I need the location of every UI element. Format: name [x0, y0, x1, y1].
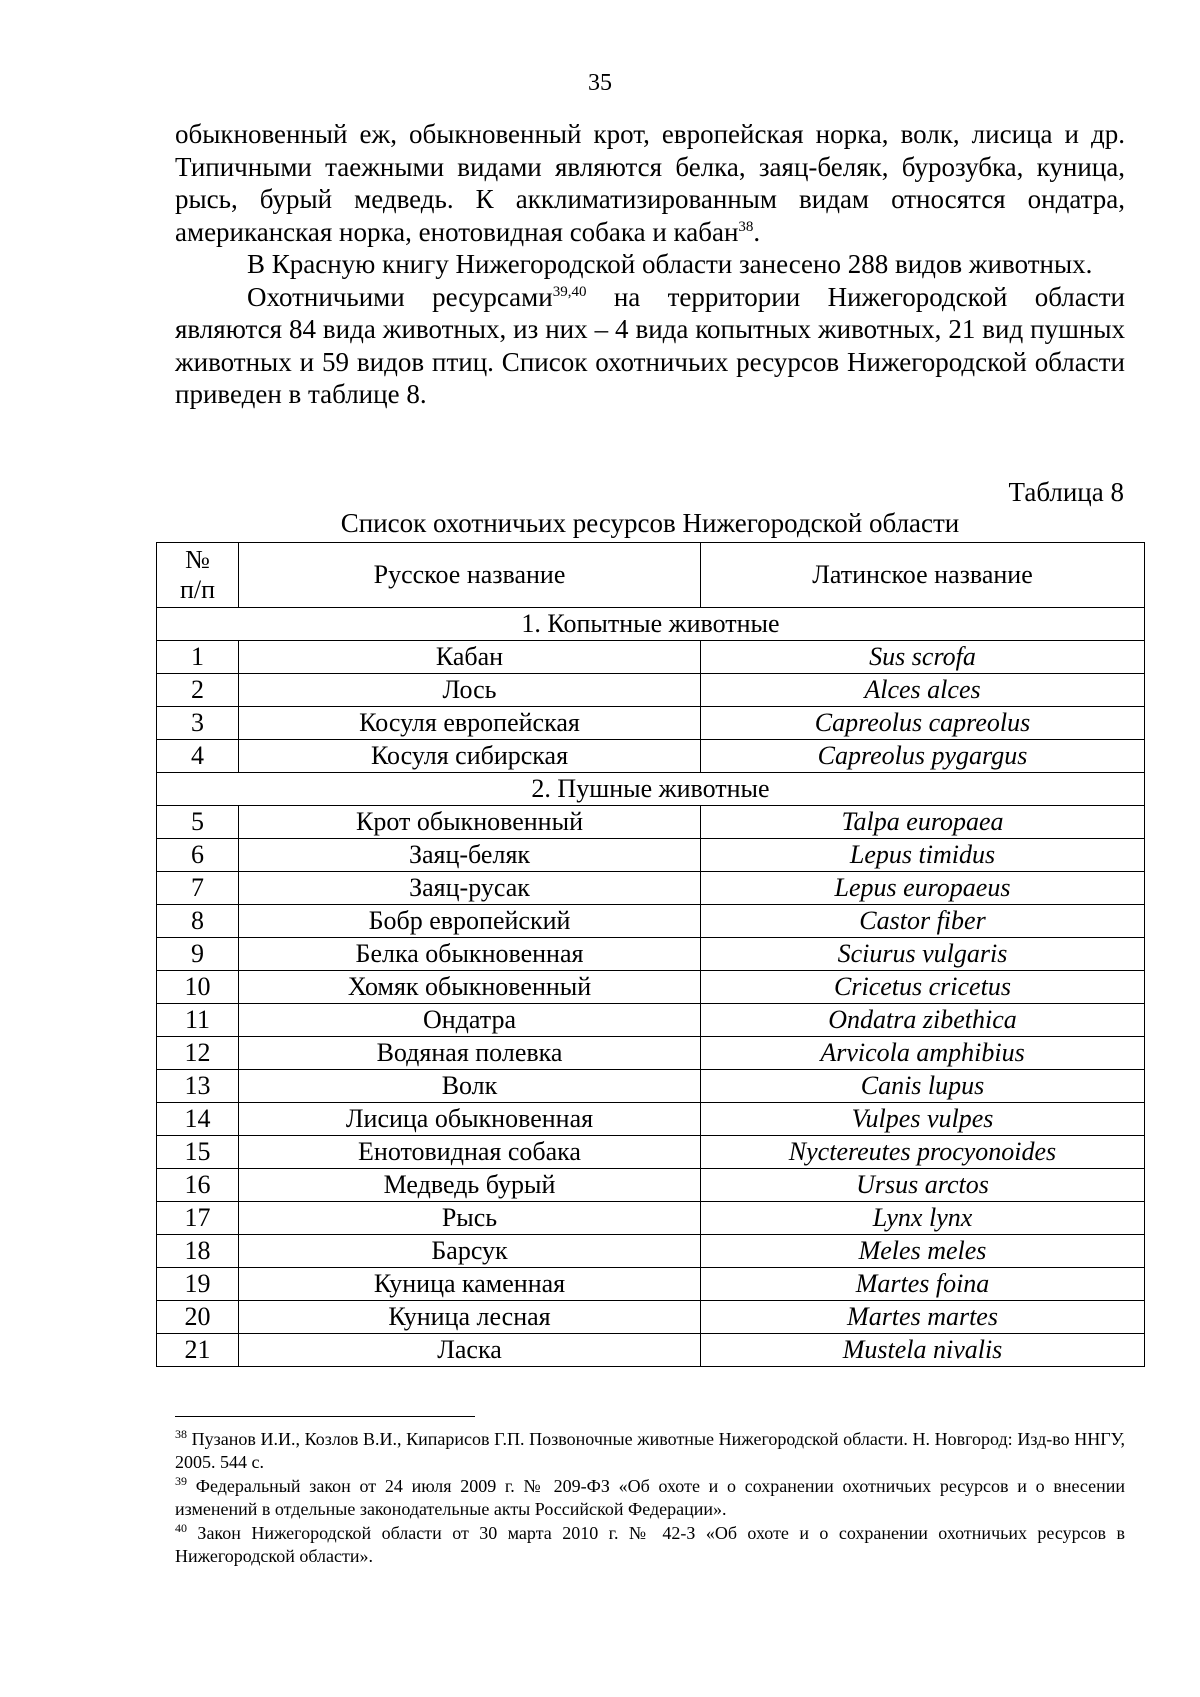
- russian-name: Водяная полевка: [239, 1037, 701, 1070]
- row-number: 20: [157, 1301, 239, 1334]
- body-text: [175, 118, 1125, 411]
- row-number: 1: [157, 641, 239, 674]
- row-number: 15: [157, 1136, 239, 1169]
- table-row: [157, 1136, 1145, 1169]
- latin-name: Lynx lynx: [701, 1202, 1145, 1235]
- row-number: 12: [157, 1037, 239, 1070]
- footnote-40: [175, 1522, 1125, 1568]
- paragraph-1-text: обыкновенный еж, обыкновенный крот, европейская норка, волк, лисица и др. Типичными таежными видами являются белка, заяц-беляк, бурозубка, куница, рысь, бурый медведь. К акклиматизированным видам относятся ондатра, американская норка, енотовидная собака и кабан: [175, 119, 1125, 247]
- russian-name: Енотовидная собака: [239, 1136, 701, 1169]
- footnote-number: 40: [175, 1521, 187, 1535]
- table-header-row: [157, 543, 1145, 608]
- header-number-line2: п/п: [179, 575, 216, 604]
- table-title: Список охотничьих ресурсов Нижегородской области: [340, 508, 960, 538]
- row-number: 19: [157, 1268, 239, 1301]
- footnote-divider: [175, 1416, 475, 1417]
- table-row: [157, 1103, 1145, 1136]
- latin-name: Mustela nivalis: [701, 1334, 1145, 1367]
- row-number: 14: [157, 1103, 239, 1136]
- header-russian-name: Русское название: [239, 543, 701, 608]
- russian-name: Куница каменная: [239, 1268, 701, 1301]
- table-row: [157, 806, 1145, 839]
- footnote-number: 38: [175, 1427, 187, 1441]
- table-row: [157, 707, 1145, 740]
- row-number: 8: [157, 905, 239, 938]
- table-row: [157, 971, 1145, 1004]
- footnote-ref-38[interactable]: 38: [738, 218, 754, 235]
- russian-name: Заяц-беляк: [239, 839, 701, 872]
- table-row: [157, 1334, 1145, 1367]
- paragraph-3: [175, 281, 1125, 411]
- header-number: [157, 543, 239, 608]
- footnote-text: Закон Нижегородской области от 30 марта 2010 г. № 42-З «Об охоте и о сохранении охотничьих ресурсов в Нижегородской области».: [175, 1523, 1125, 1566]
- table-body: [157, 608, 1145, 1367]
- russian-name: Рысь: [239, 1202, 701, 1235]
- paragraph-1: [175, 118, 1125, 248]
- table-label: Таблица 8: [1008, 477, 1124, 507]
- row-number: 2: [157, 674, 239, 707]
- footnote-number: 39: [175, 1474, 187, 1488]
- paragraph-1-end: .: [753, 216, 761, 247]
- hunting-resources-table: [156, 542, 1145, 1367]
- latin-name: Canis lupus: [701, 1070, 1145, 1103]
- latin-name: Castor fiber: [701, 905, 1145, 938]
- table-row: [157, 1202, 1145, 1235]
- latin-name: Sciurus vulgaris: [701, 938, 1145, 971]
- table-row: [157, 1037, 1145, 1070]
- paragraph-3-start: Охотничьими ресурсами: [247, 281, 553, 312]
- table-row: [157, 938, 1145, 971]
- table-row: [157, 1268, 1145, 1301]
- row-number: 4: [157, 740, 239, 773]
- russian-name: Косуля сибирская: [239, 740, 701, 773]
- russian-name: Бобр европейский: [239, 905, 701, 938]
- table-row: [157, 641, 1145, 674]
- section-row: [157, 773, 1145, 806]
- section-title: 1. Копытные животные: [157, 608, 1145, 641]
- latin-name: Nyctereutes procyonoides: [701, 1136, 1145, 1169]
- russian-name: Кабан: [239, 641, 701, 674]
- section-row: [157, 608, 1145, 641]
- table-row: [157, 1301, 1145, 1334]
- latin-name: Lepus timidus: [701, 839, 1145, 872]
- footnotes: [175, 1428, 1125, 1569]
- section-title: 2. Пушные животные: [157, 773, 1145, 806]
- table-row: [157, 1169, 1145, 1202]
- row-number: 17: [157, 1202, 239, 1235]
- row-number: 21: [157, 1334, 239, 1367]
- russian-name: Лось: [239, 674, 701, 707]
- latin-name: Cricetus cricetus: [701, 971, 1145, 1004]
- footnote-text: Пузанов И.И., Козлов В.И., Кипарисов Г.П. Позвоночные животные Нижегородской области. Н. Новгород: Изд-во ННГУ, 2005. 544 с.: [175, 1429, 1125, 1472]
- footnote-ref-39-40[interactable]: 39,40: [552, 283, 587, 300]
- header-latin-name: Латинское название: [701, 543, 1145, 608]
- table-row: [157, 1235, 1145, 1268]
- paragraph-2: В Красную книгу Нижегородской области занесено 288 видов животных.: [247, 249, 1093, 279]
- latin-name: Martes martes: [701, 1301, 1145, 1334]
- latin-name: Alces alces: [701, 674, 1145, 707]
- footnote-39: [175, 1475, 1125, 1521]
- latin-name: Lepus europaeus: [701, 872, 1145, 905]
- table-row: [157, 1004, 1145, 1037]
- latin-name: Talpa europaea: [701, 806, 1145, 839]
- russian-name: Ондатра: [239, 1004, 701, 1037]
- table-row: [157, 905, 1145, 938]
- russian-name: Барсук: [239, 1235, 701, 1268]
- latin-name: Capreolus capreolus: [701, 707, 1145, 740]
- header-number-line1: №: [185, 545, 210, 574]
- row-number: 5: [157, 806, 239, 839]
- russian-name: Хомяк обыкновенный: [239, 971, 701, 1004]
- russian-name: Белка обыкновенная: [239, 938, 701, 971]
- table-row: [157, 1070, 1145, 1103]
- latin-name: Capreolus pygargus: [701, 740, 1145, 773]
- table-row: [157, 872, 1145, 905]
- table-row: [157, 674, 1145, 707]
- latin-name: Vulpes vulpes: [701, 1103, 1145, 1136]
- russian-name: Ласка: [239, 1334, 701, 1367]
- page-number: 35: [588, 70, 612, 96]
- footnote-38: [175, 1428, 1125, 1474]
- russian-name: Косуля европейская: [239, 707, 701, 740]
- row-number: 18: [157, 1235, 239, 1268]
- latin-name: Martes foina: [701, 1268, 1145, 1301]
- russian-name: Лисица обыкновенная: [239, 1103, 701, 1136]
- russian-name: Заяц-русак: [239, 872, 701, 905]
- latin-name: Ondatra zibethica: [701, 1004, 1145, 1037]
- row-number: 7: [157, 872, 239, 905]
- paragraph-3-end: на территории Нижегородской области являются 84 вида животных, из них – 4 вида копытных животных, 21 вид пушных животных и 59 видов птиц. Список охотничьих ресурсов Нижегородской области приведен в таблице 8.: [175, 281, 1125, 409]
- footnote-text: Федеральный закон от 24 июля 2009 г. № 209-ФЗ «Об охоте и о сохранении охотничьих ресурсов и о внесении изменений в отдельные законодательные акты Российской Федерации».: [175, 1476, 1125, 1519]
- russian-name: Крот обыкновенный: [239, 806, 701, 839]
- row-number: 3: [157, 707, 239, 740]
- latin-name: Meles meles: [701, 1235, 1145, 1268]
- row-number: 6: [157, 839, 239, 872]
- row-number: 16: [157, 1169, 239, 1202]
- row-number: 13: [157, 1070, 239, 1103]
- russian-name: Куница лесная: [239, 1301, 701, 1334]
- latin-name: Arvicola amphibius: [701, 1037, 1145, 1070]
- row-number: 10: [157, 971, 239, 1004]
- russian-name: Медведь бурый: [239, 1169, 701, 1202]
- row-number: 9: [157, 938, 239, 971]
- row-number: 11: [157, 1004, 239, 1037]
- latin-name: Sus scrofa: [701, 641, 1145, 674]
- latin-name: Ursus arctos: [701, 1169, 1145, 1202]
- russian-name: Волк: [239, 1070, 701, 1103]
- table-row: [157, 740, 1145, 773]
- table-row: [157, 839, 1145, 872]
